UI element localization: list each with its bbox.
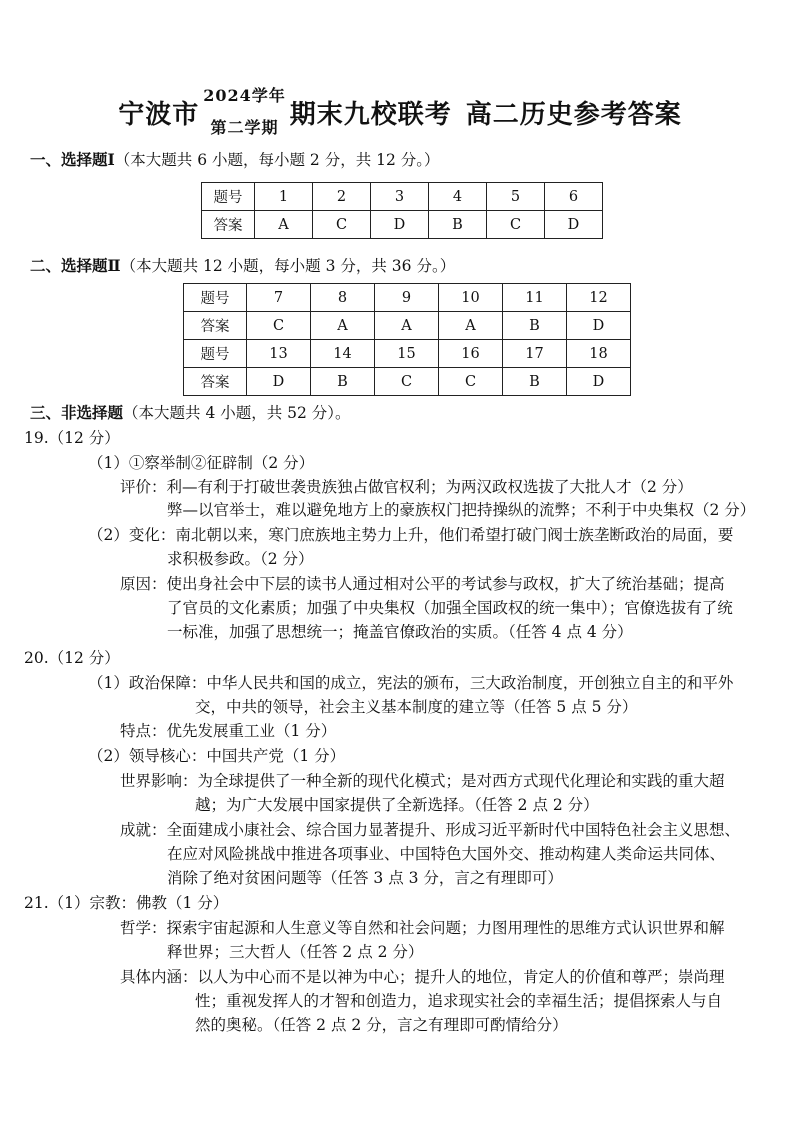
table-cell: 答案: [202, 211, 255, 239]
table-cell: 16: [439, 340, 503, 368]
q21-philosophy: 哲学：探索宇宙起源和人生意义等自然和社会问题；力图用理性的思维方式认识世界和解: [120, 919, 725, 937]
table-cell: 11: [503, 284, 567, 312]
q20-feature: 特点：优先发展重工业（1 分）: [120, 722, 337, 740]
table-cell: 10: [439, 284, 503, 312]
q20-achievement-cont1: 在应对风险挑战中推进各项事业、中国特色大国外交、推动构建人类命运共同体、: [167, 845, 726, 863]
q19-change-cont: 求积极参政。（2 分）: [167, 550, 314, 568]
q19-evaluation: 评价：利—有利于打破世袭贵族独占做官权利；为两汉政权选拔了大批人才（2 分）: [120, 478, 693, 496]
q20-achievement-cont2: 消除了绝对贫困问题等（任答 3 点 3 分，言之有理即可）: [167, 869, 563, 887]
table-cell: A: [375, 312, 439, 340]
section2-answer-table: [183, 283, 631, 396]
q20-part1-cont: 交，中共的领导，社会主义基本制度的建立等（任答 5 点 5 分）: [195, 698, 638, 716]
table-cell: 8: [311, 284, 375, 312]
section1-heading: 一、选择题Ⅰ: [30, 150, 115, 169]
q21-philosophy-cont: 释世界；三大哲人（任答 2 点 2 分）: [167, 943, 424, 961]
table-cell: B: [429, 211, 487, 239]
section3-heading: 三、非选择题: [30, 403, 124, 422]
section1-answer-table: [201, 182, 603, 239]
table-row: [184, 340, 631, 368]
table-cell: A: [255, 211, 313, 239]
table-cell: B: [311, 368, 375, 396]
section2-heading: 二、选择题Ⅱ: [30, 256, 121, 275]
page-title: [0, 88, 800, 136]
table-cell: 5: [487, 183, 545, 211]
section3-note: （本大题共 4 小题，共 52 分）。: [123, 404, 351, 422]
table-cell: 题号: [202, 183, 255, 211]
table-cell: 答案: [184, 312, 247, 340]
table-row: [184, 284, 631, 312]
table-cell: D: [567, 368, 631, 396]
table-cell: A: [311, 312, 375, 340]
table-cell: 14: [311, 340, 375, 368]
table-cell: 13: [247, 340, 311, 368]
table-cell: C: [487, 211, 545, 239]
title-subject: 高二历史参考答案: [465, 99, 682, 130]
table-cell: 15: [375, 340, 439, 368]
table-cell: 2: [313, 183, 371, 211]
table-cell: C: [375, 368, 439, 396]
q19-part1: （1）①察举制②征辟制（2 分）: [88, 454, 315, 472]
table-cell: 4: [429, 183, 487, 211]
table-cell: 题号: [184, 340, 247, 368]
q20-part2: （2）领导核心：中国共产党（1 分）: [88, 747, 346, 765]
table-cell: D: [371, 211, 429, 239]
table-cell: C: [313, 211, 371, 239]
table-cell: 题号: [184, 284, 247, 312]
q21-connotation-cont1: 性；重视发挥人的才智和创造力，追求现实社会的幸福生活；提倡探索人与自: [195, 992, 723, 1010]
table-cell: D: [247, 368, 311, 396]
table-cell: 7: [247, 284, 311, 312]
q20-part1: （1）政治保障：中华人民共和国的成立，宪法的颁布，三大政治制度，开创独立自主的和平外: [88, 674, 734, 692]
table-cell: B: [503, 312, 567, 340]
table-cell: 18: [567, 340, 631, 368]
title-term-stack: [203, 86, 286, 137]
table-cell: B: [503, 368, 567, 396]
q19-reason-cont1: 了官员的文化素质；加强了中央集权（加强全国政权的统一集中）；官僚选拔有了统: [167, 599, 733, 617]
section2-heading-line: [30, 256, 455, 276]
table-row: [184, 312, 631, 340]
table-cell: 1: [255, 183, 313, 211]
q19-part2-change: （2）变化：南北朝以来，寒门庶族地主势力上升，他们希望打破门阀士族垄断政治的局面，要: [88, 526, 734, 544]
q20-world-impact: 世界影响：为全球提供了一种全新的现代化模式；是对西方式现代化理论和实践的重大超: [120, 772, 725, 790]
section1-note: （本大题共 6 小题，每小题 2 分，共 12 分。）: [114, 151, 440, 169]
q21-connotation: 具体内涵：以人为中心而不是以神为中心；提升人的地位，肯定人的价值和尊严；崇尚理: [120, 968, 725, 986]
table-cell: D: [567, 312, 631, 340]
title-semester: 第二学期: [210, 118, 279, 137]
table-row: [202, 211, 603, 239]
section2-note: （本大题共 12 小题，每小题 3 分，共 36 分。）: [120, 257, 456, 275]
table-cell: A: [439, 312, 503, 340]
title-year: 2024学年: [203, 86, 286, 105]
table-cell: 答案: [184, 368, 247, 396]
table-cell: C: [247, 312, 311, 340]
q19-reason: 原因：使出身社会中下层的读书人通过相对公平的考试参与政权，扩大了统治基础；提高: [120, 575, 725, 593]
title-exam: 期末九校联考: [289, 99, 452, 130]
table-cell: 6: [545, 183, 603, 211]
q20-heading: 20.（12 分）: [24, 649, 120, 667]
table-cell: 12: [567, 284, 631, 312]
q21-connotation-cont2: 然的奥秘。（任答 2 点 2 分，言之有理即可酌情给分）: [195, 1016, 568, 1034]
q21-part1: 21.（1）宗教：佛教（1 分）: [24, 894, 229, 912]
table-cell: C: [439, 368, 503, 396]
table-row: [184, 368, 631, 396]
table-cell: 17: [503, 340, 567, 368]
q19-evaluation-cont: 弊—以官举士，难以避免地方上的豪族权门把持操纵的流弊；不利于中央集权（2 分）: [167, 501, 756, 519]
section1-heading-line: [30, 150, 440, 170]
table-cell: D: [545, 211, 603, 239]
q20-world-impact-cont: 越；为广大发展中国家提供了全新选择。（任答 2 点 2 分）: [195, 796, 599, 814]
table-cell: 9: [375, 284, 439, 312]
q20-achievement: 成就：全面建成小康社会、综合国力显著提升、形成习近平新时代中国特色社会主义思想、: [120, 821, 741, 839]
q19-heading: 19.（12 分）: [24, 429, 120, 447]
table-row: [202, 183, 603, 211]
section3-heading-line: [30, 403, 351, 423]
q19-reason-cont2: 一标准，加强了思想统一；掩盖官僚政治的实质。（任答 4 点 4 分）: [167, 623, 633, 641]
table-cell: 3: [371, 183, 429, 211]
title-city: 宁波市: [118, 99, 200, 130]
